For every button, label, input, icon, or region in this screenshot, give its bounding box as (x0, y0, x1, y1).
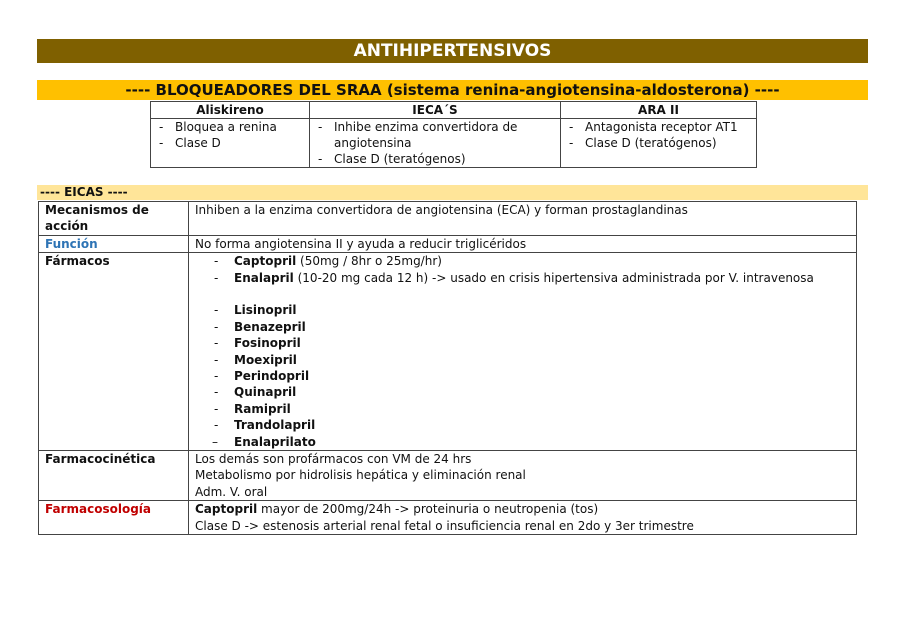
list-item (195, 368, 850, 384)
farmacocinetica-line: Adm. V. oral (195, 484, 268, 499)
drug-name: Fosinopril (234, 336, 301, 351)
drug-name: Enalapril (234, 270, 294, 285)
sraa-table (150, 101, 757, 168)
list-item (195, 384, 850, 400)
funcion-text: No forma angiotensina II y ayuda a reducir triglicéridos (189, 235, 857, 252)
list-item (195, 335, 850, 351)
list-item: - Bloquea a renina (155, 119, 305, 135)
drug-dose: (10-20 mg cada 12 h) -> usado en crisis hipertensiva administrada por V. intravenosa (293, 270, 814, 285)
drug-dose: (50mg / 8hr o 25mg/hr) (296, 254, 442, 269)
drug-name: Perindopril (234, 369, 310, 384)
sraa-cell-iecas (310, 119, 561, 168)
list-item (195, 434, 850, 450)
table-row (39, 202, 857, 236)
list-spacer (195, 286, 850, 302)
drug-name: Benazepril (234, 319, 306, 334)
sraa-content-row (151, 119, 757, 168)
list-item (195, 417, 850, 433)
farmacocinetica-label: Farmacocinética (39, 451, 189, 501)
list-item (195, 302, 850, 318)
drug-name: Captopril (234, 254, 297, 269)
farmacosologia-line (195, 501, 850, 517)
drug-name: Moexipril (234, 352, 297, 367)
farmacocinetica-cell (189, 451, 857, 501)
table-row (39, 501, 857, 535)
list-item: - Clase D (teratógenos) (565, 135, 752, 151)
farmacocinetica-line: Los demás son profármacos con VM de 24 hrs (195, 452, 472, 467)
drug-name: Trandolapril (234, 418, 316, 433)
farmacosologia-label: Farmacosología (39, 501, 189, 535)
farmacos-cell (189, 253, 857, 451)
farmacosologia-cell (189, 501, 857, 535)
list-item (195, 319, 850, 335)
funcion-label: Función (39, 235, 189, 252)
drug-name: Ramipril (234, 401, 291, 416)
sraa-header-ara2: ARA II (561, 102, 757, 119)
sraa-header-row (151, 102, 757, 119)
list-item (195, 270, 850, 286)
drug-name: Lisinopril (234, 303, 297, 318)
list-item: - Antagonista receptor AT1 (565, 119, 752, 135)
list-item: - Clase D (teratógenos) (314, 151, 556, 167)
sraa-header-aliskireno: Aliskireno (151, 102, 310, 119)
farmacocinetica-line: Metabolismo por hidrolisis hepática y eliminación renal (195, 468, 526, 483)
list-item (195, 401, 850, 417)
sraa-header-iecas: IECA´S (310, 102, 561, 119)
table-row (39, 235, 857, 252)
mecanismo-label: Mecanismos de acción (39, 202, 189, 236)
drug-name: Quinapril (234, 385, 297, 400)
table-row (39, 253, 857, 451)
farmacos-label: Fármacos (39, 253, 189, 451)
sraa-section-heading: ---- BLOQUEADORES DEL SRAA (sistema renina-angiotensina-aldosterona) ---- (37, 80, 868, 100)
eicas-section-heading: ---- EICAS ---- (37, 185, 868, 200)
farmacosologia-text: mayor de 200mg/24h -> proteinuria o neutropenia (tos) (257, 502, 599, 517)
list-item: - Inhibe enzima convertidora de angiotensina (314, 119, 556, 151)
list-item: - Clase D (155, 135, 305, 151)
drug-name: Captopril (195, 502, 258, 517)
mecanismo-text: Inhiben a la enzima convertidora de angiotensina (ECA) y forman prostaglandinas (189, 202, 857, 236)
document-title: ANTIHIPERTENSIVOS (37, 39, 868, 63)
sraa-cell-ara2 (561, 119, 757, 168)
table-row (39, 451, 857, 501)
sraa-cell-aliskireno (151, 119, 310, 168)
list-item (195, 352, 850, 368)
farmacosologia-line: Clase D -> estenosis arterial renal fetal o insuficiencia renal en 2do y 3er trimestre (195, 518, 694, 533)
drug-list (195, 253, 850, 450)
eicas-table (38, 201, 857, 535)
drug-name: Enalaprilato (234, 434, 316, 449)
list-item (195, 253, 850, 269)
